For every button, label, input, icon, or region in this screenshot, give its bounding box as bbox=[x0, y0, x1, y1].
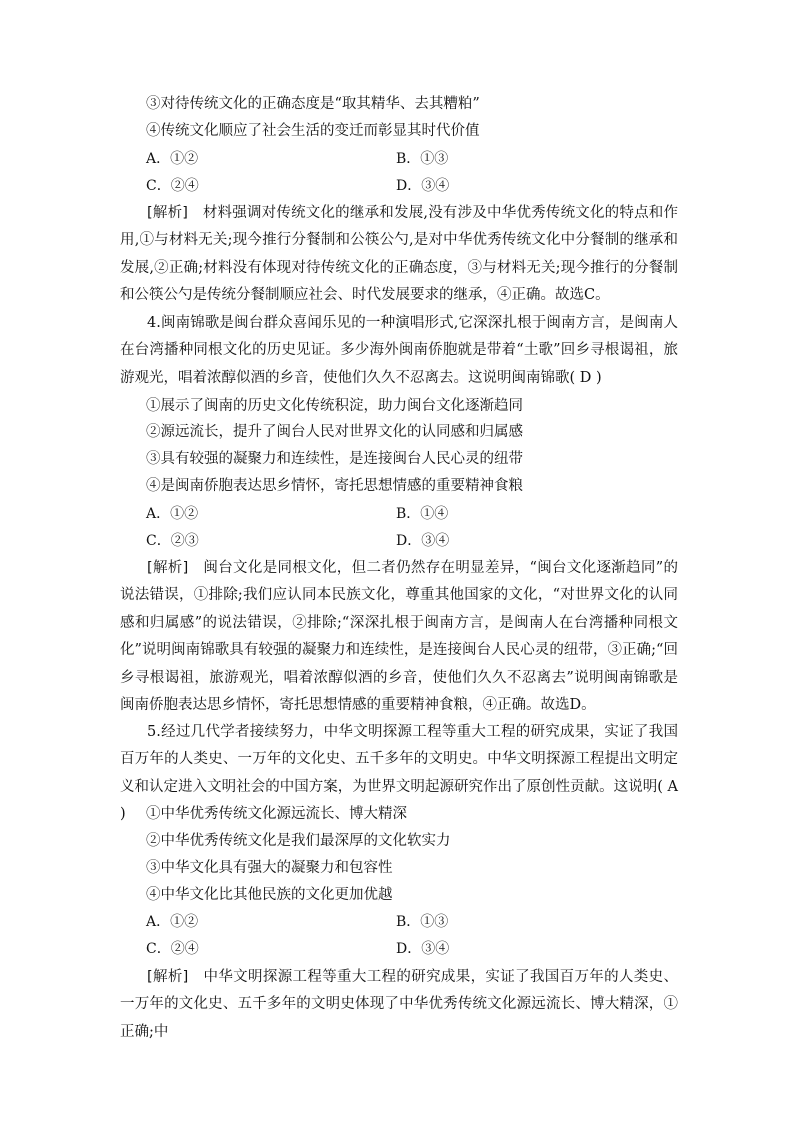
analysis-text: 闽台文化是同根文化，但二者仍然存在明显差异，“闽台文化逐渐趋同”的说法错误，①排除;我们应认同本民族文化，尊重其他国家的文化，“对世界文化的认同感和归属感”的说法错误，②排除;“深深扎根于闽南方言，是闽南人在台湾播种同根文化”说明闽南锦歌具有较强的凝聚力和连续性，是连接闽台人民心灵的纽带，③正确;“回乡寻根谒祖，旅游观光，唱着浓醇似酒的乡音，使他们久久不忍离去”说明闽南锦歌是闽南侨胞表达思乡情怀，寄托思想情感的重要精神食粮，④正确。故选D。 bbox=[120, 560, 678, 714]
q3-option-4: ④传统文化顺应了社会生活的变迁而彰显其时代价值 bbox=[146, 123, 480, 139]
analysis-text: 中华文明探源工程等重大工程的研究成果，实证了我国百万年的人类史、一万年的文化史、五千多年的文明史体现了中华优秀传统文化源远流长、博大精深，①正确;中 bbox=[120, 969, 678, 1040]
q5-option-4: ④中华文化比其他民族的文化更加优越 bbox=[146, 887, 393, 903]
q3-choice-a: A．①② bbox=[146, 151, 199, 167]
q5-choice-a: A．①② bbox=[146, 914, 199, 930]
q5-choice-b: B．①③ bbox=[396, 914, 449, 930]
analysis-label: [解析] bbox=[147, 969, 189, 985]
q4-option-3: ③具有较强的凝聚力和连续性，是连接闽台人民心灵的纽带 bbox=[146, 451, 523, 467]
q5-analysis bbox=[120, 964, 678, 1046]
q5-choice-c: C．②④ bbox=[146, 941, 199, 957]
q4-choice-c: C．②③ bbox=[146, 533, 199, 549]
q4-option-4: ④是闽南侨胞表达思乡情怀，寄托思想情感的重要精神食粮 bbox=[146, 478, 523, 494]
q3-choice-b: B．①③ bbox=[396, 151, 449, 167]
q5-stem: 5.经过几代学者接续努力，中华文明探源工程等重大工程的研究成果，实证了我国百万年的人类史、一万年的文化史、五千多年的文明史。中华文明探源工程提出文明定义和认定进入文明社会的中国方案，为世界文明起源研究作出了原创性贡献。这说明( A ) bbox=[120, 724, 678, 823]
q5-option-3: ③中华文化具有强大的凝聚力和包容性 bbox=[146, 860, 393, 876]
q4-choice-d: D．③④ bbox=[396, 533, 450, 549]
analysis-text: 材料强调对传统文化的继承和发展,没有涉及中华优秀传统文化的特点和作用,①与材料无关;现今推行分餐制和公筷公勺,是对中华优秀传统文化中分餐制的继承和发展,②正确;材料没有体现对待传统文化的正确态度，③与材料无关;现今推行的分餐制和公筷公勺是传统分餐制顺应社会、时代发展要求的继承，④正确。故选C。 bbox=[120, 205, 678, 304]
analysis-label: [解析] bbox=[147, 560, 189, 576]
q3-choice-d: D．③④ bbox=[396, 178, 450, 194]
q3-choice-c: C．②④ bbox=[146, 178, 199, 194]
q4-option-1: ①展示了闽南的历史文化传统积淀，助力闽台文化逐渐趋同 bbox=[146, 398, 523, 414]
q4-option-2: ②源远流长，提升了闽台人民对世界文化的认同感和归属感 bbox=[146, 424, 523, 440]
q5-choice-d: D．③④ bbox=[396, 941, 450, 957]
q4-analysis bbox=[120, 555, 678, 719]
q5-option-2: ②中华优秀传统文化是我们最深厚的文化软实力 bbox=[146, 833, 451, 849]
analysis-label: [解析] bbox=[147, 205, 188, 221]
q3-option-3: ③对待传统文化的正确态度是“取其精华、去其糟粕” bbox=[146, 96, 480, 112]
q4-choice-b: B．①④ bbox=[396, 506, 449, 522]
q5-option-1: ①中华优秀传统文化源远流长、博大精深 bbox=[146, 806, 407, 822]
q4-choice-a: A．①② bbox=[146, 506, 199, 522]
q3-analysis bbox=[120, 200, 678, 310]
q4-stem: 4.闽南锦歌是闽台群众喜闻乐见的一种演唱形式,它深深扎根于闽南方言，是闽南人在台湾播种同根文化的历史见证。多少海外闽南侨胞就是带着“土歌”回乡寻根谒祖，旅游观光，唱着浓醇似酒的乡音，使他们久久不忍离去。这说明闽南锦歌( D ) bbox=[120, 315, 678, 386]
